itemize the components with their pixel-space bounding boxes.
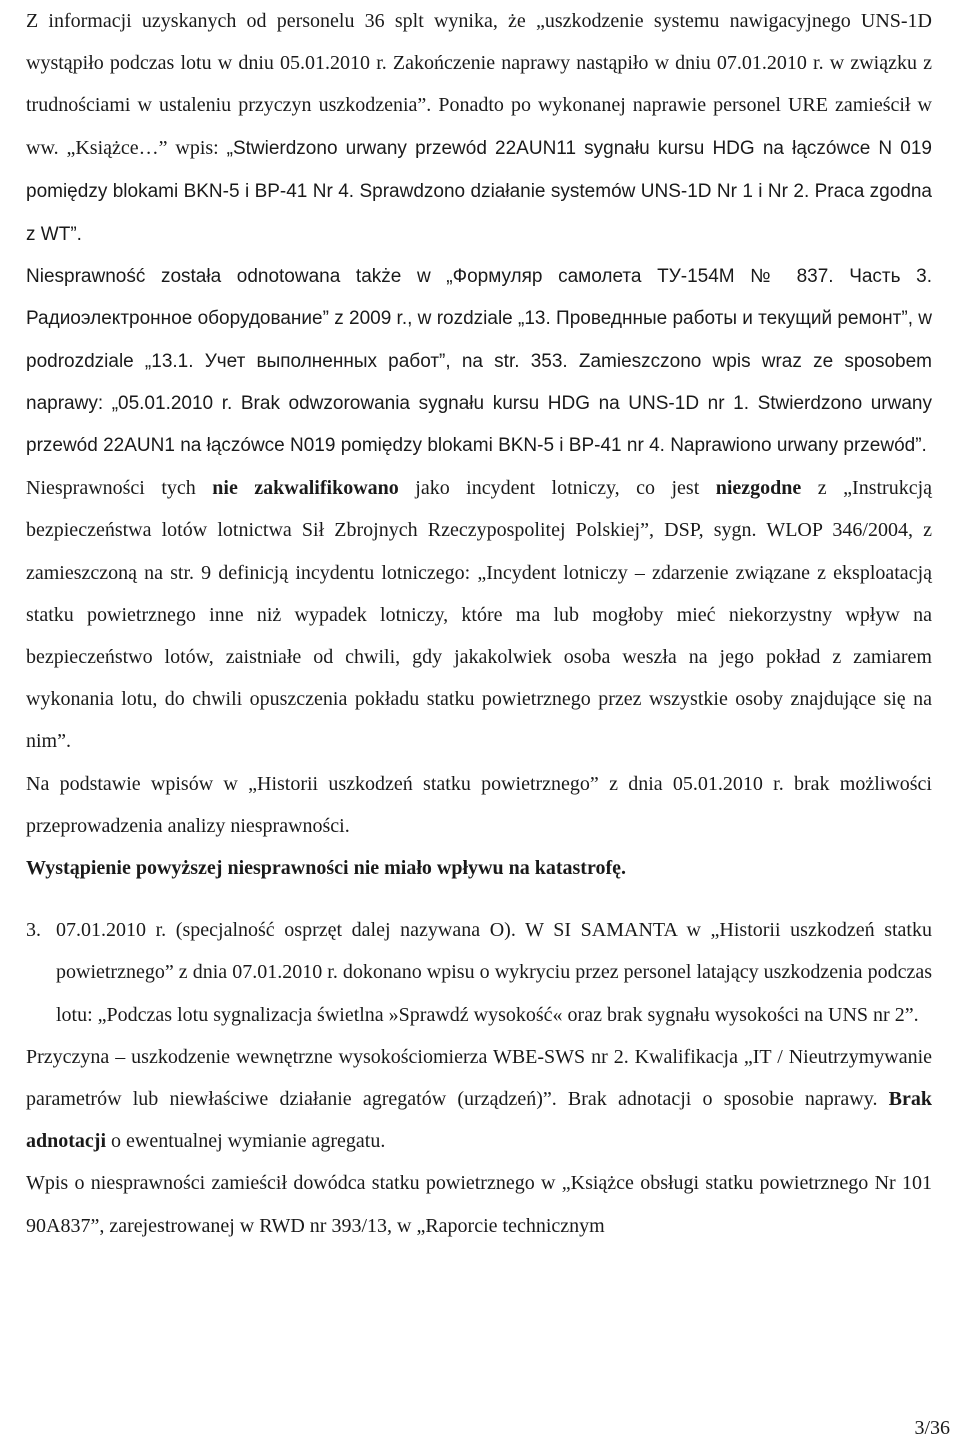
paragraph-3 bbox=[26, 467, 932, 762]
paragraph-2: Niesprawność została odnotowana także w „Формуляр самолета ТУ-154М № 837. Часть 3. Радиоэлектронное оборудование” z 2009 r., w rozdziale „13. Проведнные работы и текущий ремонт”, w podrozdziale „13.1. Учет выполненных работ”, na str. 353. Zamieszczono wpis wraz ze sposobem naprawy: „05.01.2010 r. Brak odwzorowania sygnału kursu HDG na UNS-1D nr 1. Stwierdzono urwany przewód 22AUN1 na łączówce N019 pomiędzy blokami BKN-5 i BP-41 nr 4. Naprawiono urwany przewód”. bbox=[26, 266, 932, 457]
list-item-text: 07.01.2010 r. (specjalność osprzęt dalej nazywana O). W SI SAMANTA w „Historii uszkodzeń statku powietrznego” z dnia 07.01.2010 r. dokonano wpisu o wykryciu przez personel latający uszkodzenia podczas lotu: „Podczas lotu sygnalizacja świetlna »Sprawdź wysokość« oraz brak sygnału wysokości na UNS nr 2”. bbox=[56, 919, 932, 1026]
paragraph-4: Na podstawie wpisów w „Historii uszkodzeń statku powietrznego” z dnia 05.01.2010 r. brak możliwości przeprowadzenia analizy niesprawności. bbox=[26, 772, 932, 837]
paragraph-3-text-2: jako incydent lotniczy, co jest bbox=[398, 477, 716, 500]
paragraph-5-conclusion bbox=[26, 847, 932, 889]
paragraph-6-bold: Brak adnotacji bbox=[26, 1088, 932, 1153]
paragraph-6-end: o ewentualnej wymianie agregatu. bbox=[106, 1130, 386, 1153]
paragraph-3-bold-1: nie zakwalifikowano bbox=[212, 477, 399, 500]
spacer bbox=[26, 889, 932, 909]
list-item-3 bbox=[26, 909, 932, 1036]
document-page bbox=[26, 0, 932, 1247]
paragraph-7: Wpis o niesprawności zamieścił dowódca statku powietrznego w „Książce obsługi statku powietrznego Nr 101 90A837”, zarejestrowanej w RWD nr 393/13, w „Raporcie technicznym bbox=[26, 1172, 932, 1237]
page-number: 3/36 bbox=[914, 1417, 950, 1439]
list-item-number: 3. bbox=[26, 919, 41, 942]
paragraph-3-text-3: z „Instrukcją bezpieczeństwa lotów lotnictwa Sił Zbrojnych Rzeczypospolitej Polskiej”, DSP, sygn. WLOP 346/2004, z zamieszczoną na str. 9 definicją incydentu lotniczego: „Incydent lotniczy – zdarzenie związane z eksploatacją statku powietrznego inne niż wypadek lotniczy, które ma lub mogłoby mieć niekorzystny wpływ na bezpieczeństwo lotów, zaistniałe od chwili, gdy jakakolwiek osoba weszła na jego pokład z zamiarem wykonania lotu, do chwili opuszczenia pokładu statku powietrznego przez wszystkie osoby znajdujące się na nim”. bbox=[26, 477, 933, 753]
conclusion-bold: Wystąpienie powyższej niesprawności nie miało wpływu na katastrofę. bbox=[26, 857, 626, 880]
paragraph-6 bbox=[26, 1036, 932, 1163]
paragraph-1-quote: „Stwierdzono urwany przewód 22AUN11 sygnału kursu HDG na łączówce N 019 pomiędzy blokami BKN-5 i BP-41 Nr 4. Sprawdzono działanie systemów UNS-1D Nr 1 i Nr 2. Praca zgodna z WT”. bbox=[26, 137, 933, 246]
paragraph-1 bbox=[26, 0, 932, 256]
paragraph-3-text: Niesprawności tych bbox=[26, 477, 213, 500]
paragraph-3-bold-2: niezgodne bbox=[715, 477, 802, 500]
paragraph-1-intro: Z informacji uzyskanych od personelu 36 splt wynika, że „uszkodzenie systemu nawigacyjnego UNS-1D wystąpiło podczas lotu w dniu 05.01.2010 r. Zakończenie naprawy nastąpiło w dniu 07.01.2010 r. w związku z trudnościami w ustaleniu przyczyn uszkodzenia”. Ponadto po wykonanej naprawie personel URE zamieścił w ww. „Książce…” wpis: bbox=[26, 10, 932, 159]
paragraph-6-text: Przyczyna – uszkodzenie wewnętrzne wysokościomierza WBE-SWS nr 2. Kwalifikacja „IT / Nieutrzymywanie parametrów lub niewłaściwe działanie agregatów (urządzeń)”. Brak adnotacji o sposobie naprawy. bbox=[26, 1045, 932, 1111]
